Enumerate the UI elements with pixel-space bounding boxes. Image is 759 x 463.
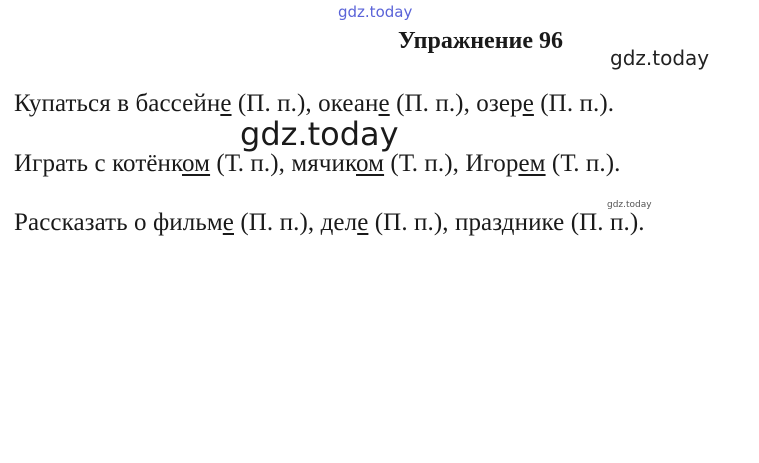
watermark-right: gdz.today: [610, 46, 710, 70]
sentence-text: Рассказать о фильм: [14, 209, 223, 236]
exercise-title: Упражнение 96: [398, 28, 564, 54]
underlined-ending: е: [378, 90, 390, 117]
sentence-text: (П. п.).: [533, 90, 615, 117]
sentence-text: (Т. п.).: [545, 150, 621, 177]
watermark-center: gdz.today: [240, 115, 399, 153]
sentence-text: (П. п.), празднике: [368, 209, 565, 236]
underlined-ending: ом: [182, 150, 211, 177]
sentence-line-3: [14, 207, 645, 239]
watermark-top: gdz.today: [338, 3, 413, 21]
underlined-ending: е: [522, 90, 534, 117]
sentence-text: (П. п.), океан: [231, 90, 379, 117]
sentence-text: (Т. п.), Игор: [384, 150, 519, 177]
sentence-text: (П. п.), дел: [234, 209, 358, 236]
sentence-text: (П. п.), озер: [389, 90, 523, 117]
sentence-text: (П. п.).: [564, 209, 645, 236]
sentence-text: (Т. п.), мячик: [210, 150, 357, 177]
underlined-ending: е: [222, 209, 234, 236]
sentence-text: Играть с котёнк: [14, 150, 183, 177]
underlined-ending: е: [220, 90, 232, 117]
watermark-small: gdz.today: [607, 200, 652, 210]
sentence-text: Купаться в бассейн: [14, 90, 221, 117]
underlined-ending: е: [357, 209, 369, 236]
underlined-ending: ем: [518, 150, 546, 177]
underlined-ending: ом: [356, 150, 385, 177]
